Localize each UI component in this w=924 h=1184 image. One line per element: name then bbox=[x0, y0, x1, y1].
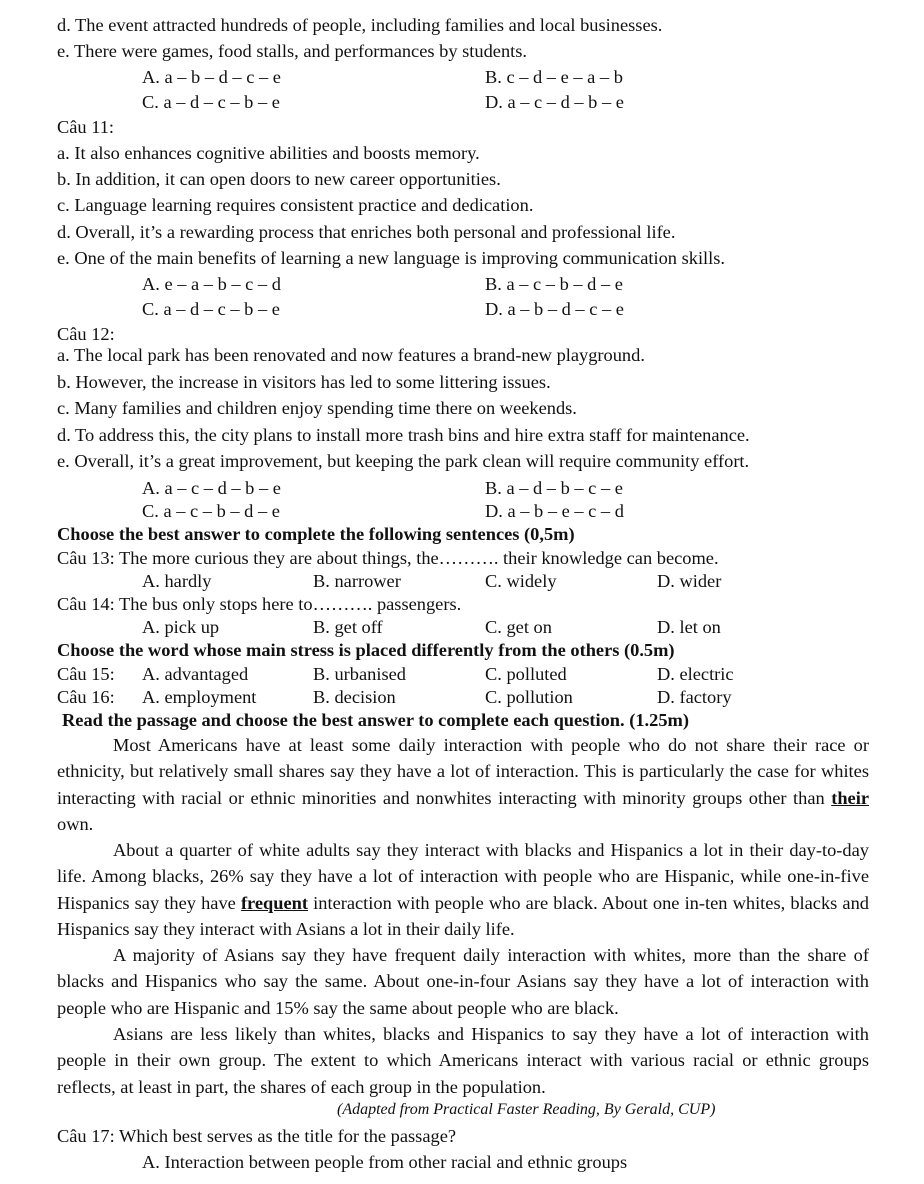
q12-option-c[interactable]: C. a – c – b – d – e bbox=[142, 501, 280, 521]
q15-option-d[interactable]: D. electric bbox=[657, 664, 734, 684]
q13-option-b[interactable]: B. narrower bbox=[313, 571, 401, 591]
q15-option-a[interactable]: A. advantaged bbox=[142, 664, 249, 684]
q14-stem: Câu 14: The bus only stops here to………. passengers. bbox=[57, 594, 462, 614]
q16-option-b[interactable]: B. decision bbox=[313, 687, 396, 707]
q16-label: Câu 16: bbox=[57, 687, 115, 707]
section-heading-stress: Choose the word whose main stress is placed differently from the others (0.5m) bbox=[57, 640, 675, 660]
q12-line-d: d. To address this, the city plans to install more trash bins and hire extra staff for maintenance. bbox=[57, 425, 750, 445]
q14-option-b[interactable]: B. get off bbox=[313, 617, 383, 637]
q14-option-d[interactable]: D. let on bbox=[657, 617, 721, 637]
passage-paragraph-4 bbox=[57, 1021, 869, 1100]
q13-stem: Câu 13: The more curious they are about things, the………. their knowledge can become. bbox=[57, 548, 719, 568]
q11-option-d[interactable]: D. a – b – d – c – e bbox=[485, 299, 624, 319]
passage-source: (Adapted from Practical Faster Reading, By Gerald, CUP) bbox=[337, 1101, 716, 1118]
passage-paragraph-1 bbox=[57, 732, 869, 837]
q14-option-a[interactable]: A. pick up bbox=[142, 617, 220, 637]
q16-option-a[interactable]: A. employment bbox=[142, 687, 257, 707]
q13-option-d[interactable]: D. wider bbox=[657, 571, 722, 591]
q17-option-a[interactable]: A. Interaction between people from other racial and ethnic groups bbox=[142, 1152, 628, 1172]
q13-option-a[interactable]: A. hardly bbox=[142, 571, 212, 591]
passage-p2-text-end: interaction with people who are black. About one in-ten whites, blacks and Hispanics say they interact with Asians a lot in their daily life. bbox=[57, 892, 869, 939]
passage-p2-text-start: About a quarter of white adults say they interact with blacks and Hispanics a lot in their day-to-day life. Among blacks, 26% say they have a lot of interaction with people who are Hispanic, while one-in-five Hispanics say they have bbox=[57, 840, 869, 913]
q10-option-c[interactable]: C. a – d – c – b – e bbox=[142, 92, 280, 112]
q11-label: Câu 11: bbox=[57, 117, 115, 137]
q12-label: Câu 12: bbox=[57, 324, 115, 344]
passage-p1-emphasis: their bbox=[831, 787, 869, 808]
q17-stem: Câu 17: Which best serves as the title for the passage? bbox=[57, 1126, 457, 1146]
q12-line-a: a. The local park has been renovated and now features a brand-new playground. bbox=[57, 345, 645, 365]
q11-option-a[interactable]: A. e – a – b – c – d bbox=[142, 274, 281, 294]
q11-option-c[interactable]: C. a – d – c – b – e bbox=[142, 299, 280, 319]
q12-line-b: b. However, the increase in visitors has led to some littering issues. bbox=[57, 372, 551, 392]
q12-option-d[interactable]: D. a – b – e – c – d bbox=[485, 501, 624, 521]
q12-line-c: c. Many families and children enjoy spending time there on weekends. bbox=[57, 398, 577, 418]
q15-option-c[interactable]: C. polluted bbox=[485, 664, 567, 684]
passage-p2-emphasis: frequent bbox=[240, 892, 309, 913]
q11-line-e: e. One of the main benefits of learning a new language is improving communication skills. bbox=[57, 248, 726, 268]
passage-paragraph-3 bbox=[57, 942, 869, 1021]
section-heading-reading: Read the passage and choose the best answer to complete each question. (1.25m) bbox=[62, 710, 689, 730]
q16-option-d[interactable]: D. factory bbox=[657, 687, 732, 707]
q11-line-c: c. Language learning requires consistent practice and dedication. bbox=[57, 195, 534, 215]
q11-line-b: b. In addition, it can open doors to new career opportunities. bbox=[57, 169, 501, 189]
q10-option-d[interactable]: D. a – c – d – b – e bbox=[485, 92, 624, 112]
q16-option-c[interactable]: C. pollution bbox=[485, 687, 573, 707]
q14-option-c[interactable]: C. get on bbox=[485, 617, 552, 637]
q12-option-a[interactable]: A. a – c – d – b – e bbox=[142, 478, 281, 498]
q12-option-b[interactable]: B. a – d – b – c – e bbox=[485, 478, 623, 498]
passage-p1-text-start: Most Americans have at least some daily interaction with people who do not share their race or ethnicity, but relatively small shares say they have a lot of interaction. This is particularly the case for whites interacting with racial or ethnic minorities and nonwhites interacting with minority groups other than bbox=[57, 735, 869, 808]
q12-line-e: e. Overall, it’s a great improvement, but keeping the park clean will require community effort. bbox=[57, 451, 750, 471]
q13-option-c[interactable]: C. widely bbox=[485, 571, 557, 591]
q11-option-b[interactable]: B. a – c – b – d – e bbox=[485, 274, 623, 294]
q11-line-d: d. Overall, it’s a rewarding process that enriches both personal and professional life. bbox=[57, 222, 676, 242]
q10-option-a[interactable]: A. a – b – d – c – e bbox=[142, 67, 281, 87]
passage-p4-text: Asians are less likely than whites, blacks and Hispanics to say they have a lot of interaction with people in their own group. The extent to which Americans interact with various racial or ethnic groups reflects, at least in part, the shares of each group in the population. bbox=[57, 1024, 869, 1097]
q10-option-b[interactable]: B. c – d – e – a – b bbox=[485, 67, 623, 87]
q15-option-b[interactable]: B. urbanised bbox=[313, 664, 406, 684]
section-heading-complete: Choose the best answer to complete the following sentences (0,5m) bbox=[57, 524, 575, 544]
passage-p3-text: A majority of Asians say they have frequent daily interaction with whites, more than the share of blacks and Hispanics who say the same. About one-in-four Asians say they have a lot of interaction with people who are Hispanic and 15% say the same about people who are black. bbox=[57, 945, 869, 1018]
q10-line-e: e. There were games, food stalls, and performances by students. bbox=[57, 41, 528, 61]
q11-line-a: a. It also enhances cognitive abilities and boosts memory. bbox=[57, 143, 480, 163]
passage-p1-text-end: own. bbox=[57, 813, 94, 834]
q15-label: Câu 15: bbox=[57, 664, 115, 684]
q10-line-d: d. The event attracted hundreds of people, including families and local businesses. bbox=[57, 15, 663, 35]
passage-paragraph-2 bbox=[57, 837, 869, 942]
